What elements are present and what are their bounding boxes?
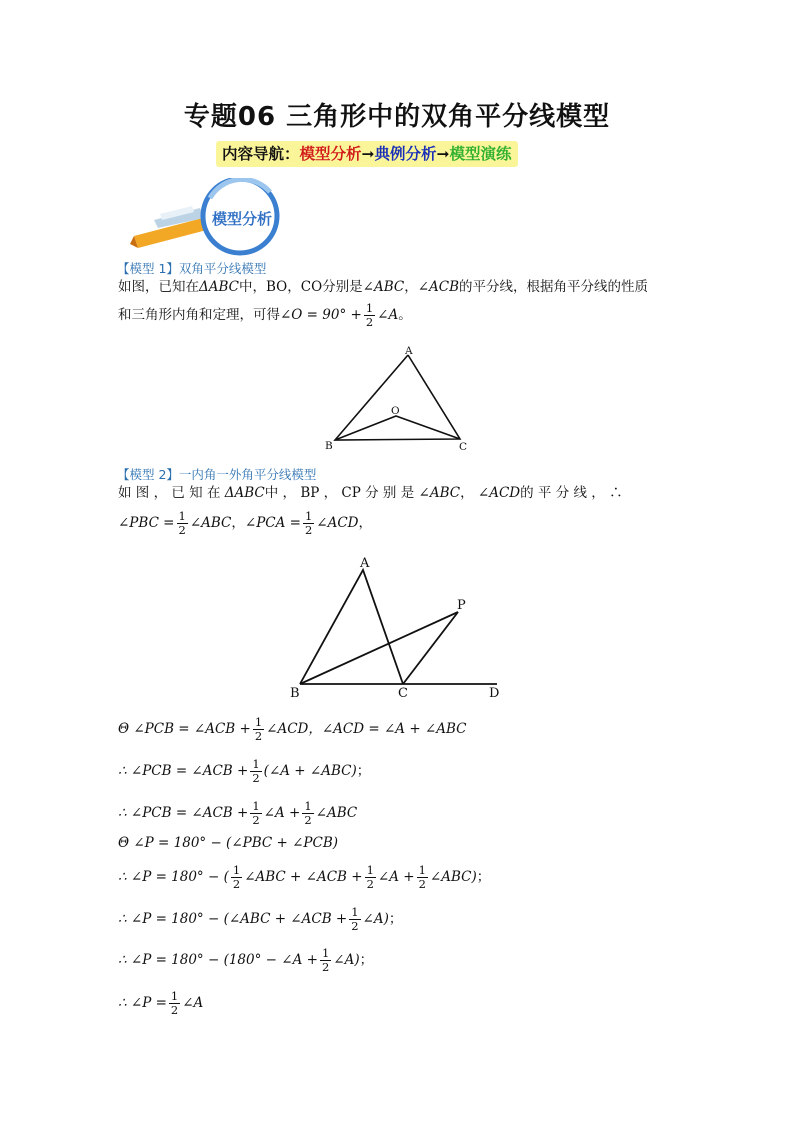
nav-label: 内容导航： bbox=[222, 145, 300, 163]
bisector-bp bbox=[300, 612, 458, 684]
proof-step-5: ∴ ∠P = 180° − ( $\frac{1}{2}$ ∠ABC + ∠ACB + $\frac{1}{2}$ ∠A + $\frac{1}{2}$ ∠ABC)； bbox=[118, 863, 491, 891]
proof-conclusion: ∴ ∠P = $\frac{1}{2}$ ∠A bbox=[118, 989, 204, 1017]
vertex-label-o: O bbox=[391, 405, 400, 417]
vertex-label-d: D bbox=[489, 686, 500, 701]
fraction-half: $\frac{1}{2}$ bbox=[365, 301, 374, 329]
vertex-label-c: C bbox=[459, 441, 468, 453]
proof-step-3: ∴ ∠PCB = ∠ACB + $\frac{1}{2}$ ∠A + $\frac{1}{2}$ ∠ABC bbox=[118, 799, 358, 827]
model1-line2: 和三角形内角和定理，可得∠O = 90° + $\frac{1}{2}$ ∠A。 bbox=[118, 301, 412, 329]
vertex-label-p: P bbox=[457, 598, 466, 613]
angle-bisector-lines bbox=[335, 416, 460, 440]
model2-line2: ∠PBC = $\frac{1}{2}$ ∠ABC，∠PCA = $\frac{1}{2}$ ∠ACD， bbox=[118, 509, 373, 537]
content-navigation bbox=[216, 141, 518, 167]
vertex-label-c: C bbox=[398, 686, 408, 701]
nav-item-model-analysis[interactable]: 模型分析 bbox=[299, 145, 362, 163]
nav-arrow: ➞ bbox=[361, 145, 375, 163]
vertex-label-b: B bbox=[290, 686, 300, 701]
model-analysis-badge bbox=[130, 178, 290, 262]
triangle-sides bbox=[300, 570, 403, 684]
vertex-label-a: A bbox=[405, 345, 413, 357]
figure-model1 bbox=[320, 342, 480, 461]
magnifier-icon bbox=[130, 178, 290, 258]
proof-step-6: ∴ ∠P = 180° − (∠ABC + ∠ACB + $\frac{1}{2}$ ∠A)； bbox=[118, 905, 403, 933]
proof-step-4: Θ ∠P = 180° − (∠PBC + ∠PCB) bbox=[118, 835, 339, 851]
vertex-label-a: A bbox=[360, 556, 370, 571]
vertex-label-b: B bbox=[325, 440, 333, 452]
nav-item-model-practice[interactable]: 模型演练 bbox=[449, 145, 512, 163]
model2-heading: 【模型 2】一内角一外角平分线模型 bbox=[117, 467, 317, 482]
proof-step-1: Θ ∠PCB = ∠ACB + $\frac{1}{2}$ ∠ACD，∠ACD = ∠A + ∠ABC bbox=[118, 715, 467, 743]
proof-step-2: ∴ ∠PCB = ∠ACB + $\frac{1}{2}$ (∠A + ∠ABC)； bbox=[118, 757, 371, 785]
proof-step-7: ∴ ∠P = 180° − (180° − ∠A + $\frac{1}{2}$ ∠A)； bbox=[118, 946, 374, 974]
badge-label: 模型分析 bbox=[211, 210, 273, 228]
nav-item-example-analysis[interactable]: 典例分析 bbox=[374, 145, 437, 163]
model1-heading: 【模型 1】双角平分线模型 bbox=[117, 261, 267, 276]
model2-line1: 如 图 ， 已 知 在 ΔABC中 ， BP ， CP 分 别 是 ∠ABC， ∠ACD的 平 分 线 ， ∴ bbox=[118, 485, 623, 501]
figure-model2 bbox=[285, 550, 510, 706]
bisector-cp bbox=[403, 612, 458, 684]
model1-line1: 如图，已知在ΔABC中，BO，CO分别是∠ABC，∠ACB的平分线，根据角平分线的性质 bbox=[118, 279, 649, 295]
nav-arrow: ➞ bbox=[436, 145, 450, 163]
triangle-abc bbox=[335, 355, 460, 440]
page-title: 专题06 三角形中的双角平分线模型 bbox=[183, 102, 611, 132]
